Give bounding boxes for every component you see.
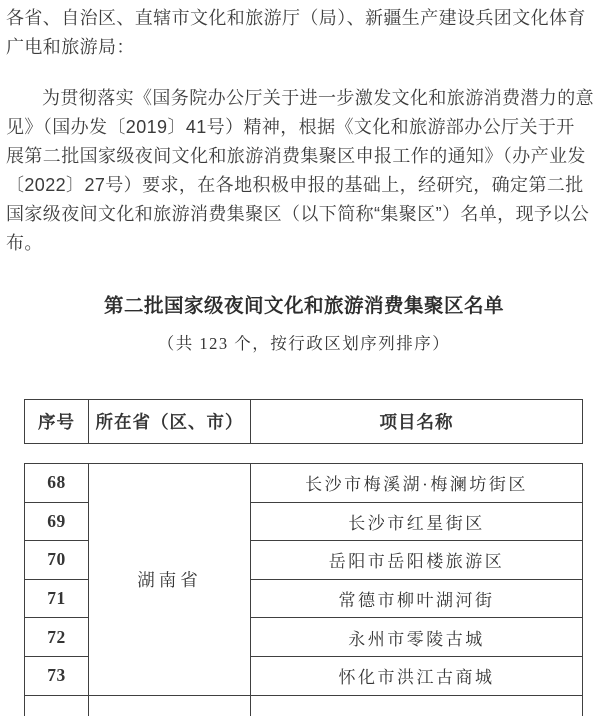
list-table-body: [24, 463, 583, 716]
cell-province-empty: [89, 695, 251, 716]
salutation-line-1: 各省、自治区、直辖市文化和旅游厅（局）、新疆生产建设兵团文化体育: [6, 8, 586, 28]
salutation-paragraph: [6, 4, 602, 62]
intro-line-2: 见》（国办发〔2019〕41号）精神，根据《文化和旅游部办公厅关于开: [6, 117, 575, 137]
cell-no: 69: [25, 502, 89, 541]
salutation-line-2: 广电和旅游局：: [6, 37, 135, 57]
table-row-partial: [25, 695, 583, 716]
cell-project: 长沙市红星街区: [251, 502, 583, 541]
cell-project: 长沙市梅溪湖·梅澜坊街区: [251, 464, 583, 503]
list-title: 第二批国家级夜间文化和旅游消费集聚区名单: [103, 295, 504, 317]
table-header-row: [25, 400, 583, 444]
cell-no: 68: [25, 464, 89, 503]
cell-province-group: 湖南省: [89, 464, 251, 696]
cell-project-empty: [251, 695, 583, 716]
cell-project: 常德市柳叶湖河街: [251, 579, 583, 618]
cell-no: 71: [25, 579, 89, 618]
intro-line-1: 为贯彻落实《国务院办公厅关于进一步激发文化和旅游消费潜力的意: [42, 88, 594, 108]
cell-project: 永州市零陵古城: [251, 618, 583, 657]
cell-no: 72: [25, 618, 89, 657]
intro-line-4: 〔2022〕27号）要求，在各地积极申报的基础上，经研究，确定第二批: [6, 175, 584, 195]
list-subtitle: （共 123 个，按行政区划序列排序）: [157, 334, 451, 353]
header-cell-project: 项目名称: [251, 400, 583, 444]
header-cell-province: 所在省（区、市）: [89, 400, 251, 444]
header-cell-no: 序号: [25, 400, 89, 444]
intro-line-6: 布。: [6, 233, 43, 253]
cell-no: 73: [25, 656, 89, 695]
cell-project: 岳阳市岳阳楼旅游区: [251, 541, 583, 580]
intro-line-3: 展第二批国家级夜间文化和旅游消费集聚区申报工作的通知》（办产业发: [6, 146, 586, 166]
list-table-header: [24, 399, 583, 444]
intro-line-5: 国家级夜间文化和旅游消费集聚区（以下简称“集聚区”）名单，现予以公: [6, 204, 590, 224]
intro-paragraph: [6, 84, 602, 258]
cell-no: 70: [25, 541, 89, 580]
cell-no-empty: [25, 695, 89, 716]
table-row-68: [25, 464, 583, 503]
cell-project: 怀化市洪江古商城: [251, 656, 583, 695]
